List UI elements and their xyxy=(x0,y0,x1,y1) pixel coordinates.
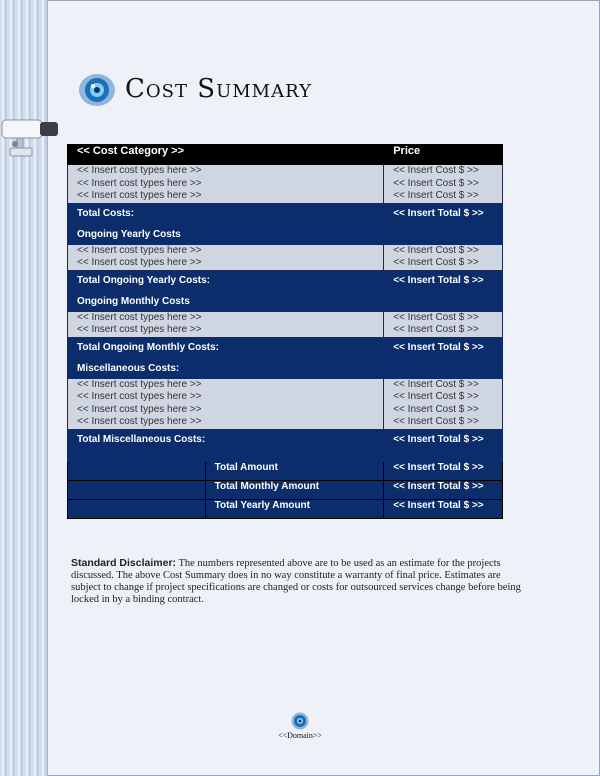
cost-price-line: << Insert Cost $ >> xyxy=(393,190,479,201)
cost-price-cell xyxy=(384,378,503,429)
cost-price-line: << Insert Cost $ >> xyxy=(393,416,479,427)
section-total-row xyxy=(68,270,503,311)
summary-empty-cell xyxy=(68,499,206,518)
table-header-row xyxy=(68,145,503,165)
section-total-value-cell xyxy=(384,203,503,244)
cost-price-cell xyxy=(384,244,503,270)
section-heading: Ongoing Yearly Costs xyxy=(77,228,181,240)
section-total-label: Total Ongoing Monthly Costs: xyxy=(77,341,220,353)
cost-item-row xyxy=(68,244,503,270)
cost-price-line: << Insert Cost $ >> xyxy=(393,378,479,390)
cost-price-line: << Insert Cost $ >> xyxy=(393,391,479,402)
section-total-label: Total Costs: xyxy=(77,207,135,219)
cost-type-line: << Insert cost types here >> xyxy=(77,257,202,268)
section-total-label: Total Ongoing Yearly Costs: xyxy=(77,274,210,286)
cost-sections xyxy=(68,165,503,462)
summary-value: << Insert Total $ >> xyxy=(384,499,503,518)
section-total-value-cell xyxy=(384,337,503,378)
cost-type-line: << Insert cost types here >> xyxy=(77,177,202,189)
section-total-value: << Insert Total $ >> xyxy=(393,274,484,286)
summary-row xyxy=(68,480,503,499)
cost-type-line: << Insert cost types here >> xyxy=(77,416,202,427)
page-title: Cost Summary xyxy=(125,74,312,104)
section-total-label-cell xyxy=(68,429,384,461)
summary-label: Total Monthly Amount xyxy=(205,480,384,499)
cost-item-row xyxy=(68,165,503,204)
summary-row xyxy=(68,499,503,518)
cost-price-cell xyxy=(384,165,503,204)
cost-price-line: << Insert Cost $ >> xyxy=(393,311,479,323)
cost-type-line: << Insert cost types here >> xyxy=(77,324,202,335)
cost-type-cell xyxy=(68,244,384,270)
security-camera-icon xyxy=(0,118,60,164)
header-cost-category: << Cost Category >> xyxy=(68,145,384,165)
summary-label: Total Amount xyxy=(205,461,384,480)
summary-value: << Insert Total $ >> xyxy=(384,461,503,480)
cost-item-row xyxy=(68,378,503,429)
summary-row xyxy=(68,461,503,480)
section-total-row xyxy=(68,203,503,244)
summary-empty-cell xyxy=(68,480,206,499)
cost-type-cell xyxy=(68,311,384,337)
decorative-side-stripe xyxy=(0,0,48,776)
section-heading: Ongoing Monthly Costs xyxy=(77,295,190,307)
summary-value: << Insert Total $ >> xyxy=(384,480,503,499)
footer-eye-lens-icon xyxy=(291,712,309,730)
cost-type-line: << Insert cost types here >> xyxy=(77,403,202,415)
cost-item-row xyxy=(68,311,503,337)
cost-price-line: << Insert Cost $ >> xyxy=(393,403,479,415)
footer-domain: <<Domain>> xyxy=(278,731,322,740)
section-heading: Miscellaneous Costs: xyxy=(77,362,180,374)
disclaimer-label: Standard Disclaimer: xyxy=(71,557,177,569)
cost-type-line: << Insert cost types here >> xyxy=(77,165,202,176)
cost-summary-table xyxy=(67,144,503,519)
section-total-value-cell xyxy=(384,429,503,461)
header-price: Price xyxy=(384,145,503,165)
cost-type-line: << Insert cost types here >> xyxy=(77,190,202,201)
cost-price-line: << Insert Cost $ >> xyxy=(393,177,479,189)
section-total-value-cell xyxy=(384,270,503,311)
summary-empty-cell xyxy=(68,461,206,480)
cost-type-cell xyxy=(68,165,384,204)
cost-price-line: << Insert Cost $ >> xyxy=(393,324,479,335)
section-total-label-cell xyxy=(68,203,384,244)
summary-rows xyxy=(68,461,503,518)
section-total-value: << Insert Total $ >> xyxy=(393,341,484,353)
cost-type-cell xyxy=(68,378,384,429)
summary-label: Total Yearly Amount xyxy=(205,499,384,518)
cost-price-line: << Insert Cost $ >> xyxy=(393,257,479,268)
cost-price-cell xyxy=(384,311,503,337)
section-total-label: Total Miscellaneous Costs: xyxy=(77,433,206,445)
cost-type-line: << Insert cost types here >> xyxy=(77,311,202,323)
eye-lens-icon xyxy=(78,72,116,108)
cost-type-line: << Insert cost types here >> xyxy=(77,378,202,390)
disclaimer-text: The numbers represented above are to be used as an estimate for the projects discussed. The above Cost Summary does in no way constitute a warranty of final price. Estimates are subject to change if project specifications are changed or costs for outsourced services change before being locked in by a binding contract. xyxy=(71,558,521,605)
cost-price-line: << Insert Cost $ >> xyxy=(393,165,479,176)
cost-type-line: << Insert cost types here >> xyxy=(77,391,202,402)
section-total-value: << Insert Total $ >> xyxy=(393,207,484,219)
standard-disclaimer xyxy=(71,557,521,606)
cost-price-line: << Insert Cost $ >> xyxy=(393,244,479,256)
section-total-label-cell xyxy=(68,337,384,378)
section-total-value: << Insert Total $ >> xyxy=(393,433,484,445)
cost-type-line: << Insert cost types here >> xyxy=(77,244,202,256)
section-total-label-cell xyxy=(68,270,384,311)
section-total-row xyxy=(68,429,503,461)
section-total-row xyxy=(68,337,503,378)
